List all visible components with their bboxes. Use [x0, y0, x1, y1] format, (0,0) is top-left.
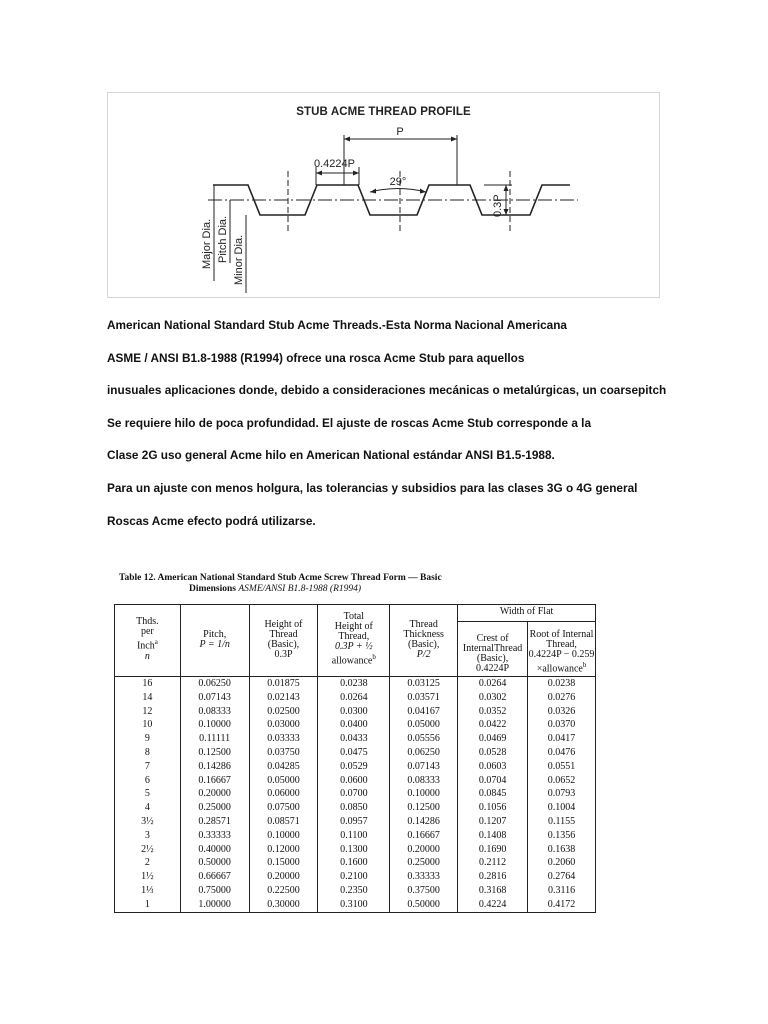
- table-cell: 0.4224: [458, 898, 528, 912]
- table-cell: 0.0276: [528, 691, 596, 705]
- table-cell: 0.0551: [528, 760, 596, 774]
- label-pitch: P: [396, 126, 404, 138]
- table-cell: 0.02143: [249, 691, 318, 705]
- table-cell: 0.40000: [180, 843, 249, 857]
- table-cell: 0.14286: [180, 760, 249, 774]
- table-row: [115, 898, 596, 912]
- table-body: [115, 677, 596, 913]
- table-cell: 0.04167: [390, 705, 458, 719]
- table-cell: 14: [115, 691, 181, 705]
- table-cell: 0.1356: [528, 829, 596, 843]
- table-cell: 0.12500: [390, 801, 458, 815]
- table-cell: 0.1638: [528, 843, 596, 857]
- table-cell: 0.05000: [249, 774, 318, 788]
- table-cell: 0.0370: [528, 718, 596, 732]
- table-cell: 1: [115, 898, 181, 912]
- table-cell: 0.05000: [390, 718, 458, 732]
- table-cell: 8: [115, 746, 181, 760]
- table-cell: 0.0845: [458, 787, 528, 801]
- paragraph-line: American National Standard Stub Acme Threads.-Esta Norma Nacional Americana: [107, 318, 567, 332]
- table-cell: 0.10000: [390, 787, 458, 801]
- table-cell: 12: [115, 705, 181, 719]
- table-cell: 0.10000: [180, 718, 249, 732]
- label-flat: 0.4224P: [314, 158, 355, 170]
- table-cell: 0.14286: [390, 815, 458, 829]
- table-cell: 0.10000: [249, 829, 318, 843]
- table-cell: 0.0850: [318, 801, 390, 815]
- table-cell: 2½: [115, 843, 181, 857]
- table-cell: 1.00000: [180, 898, 249, 912]
- table-cell: 0.08333: [390, 774, 458, 788]
- table-cell: 0.0469: [458, 732, 528, 746]
- table-cell: 0.03750: [249, 746, 318, 760]
- paragraph-line: inusuales aplicaciones donde, debido a consideraciones mecánicas o metalúrgicas, un coarsepitch: [107, 383, 667, 398]
- table-row: [115, 884, 596, 898]
- table-cell: 10: [115, 718, 181, 732]
- table-caption-standard: ASME/ANSI B1.8-1988 (R1994): [238, 584, 362, 594]
- table-cell: 0.03571: [390, 691, 458, 705]
- table-cell: 0.0704: [458, 774, 528, 788]
- table-cell: 0.37500: [390, 884, 458, 898]
- table-row: [115, 870, 596, 884]
- figure-title: STUB ACME THREAD PROFILE: [296, 106, 471, 118]
- table-row: [115, 843, 596, 857]
- table-caption-line2: [119, 584, 599, 595]
- table-cell: 0.1300: [318, 843, 390, 857]
- table-cell: 0.06250: [390, 746, 458, 760]
- table-cell: 0.33333: [390, 870, 458, 884]
- table-cell: 0.2816: [458, 870, 528, 884]
- table-cell: 0.75000: [180, 884, 249, 898]
- table-cell: 0.1004: [528, 801, 596, 815]
- table-cell: 0.01875: [249, 677, 318, 691]
- table-cell: 0.20000: [180, 787, 249, 801]
- table-row: [115, 760, 596, 774]
- table-cell: 5: [115, 787, 181, 801]
- table-cell: 7: [115, 760, 181, 774]
- table-caption-line1: Table 12. American National Standard Stub Acme Screw Thread Form — Basic: [119, 573, 442, 583]
- table-cell: 0.15000: [249, 856, 318, 870]
- table-cell: 0.11111: [180, 732, 249, 746]
- table-cell: 0.2112: [458, 856, 528, 870]
- table-cell: 0.07143: [180, 691, 249, 705]
- table-cell: 0.0600: [318, 774, 390, 788]
- table-cell: 0.4172: [528, 898, 596, 912]
- table-cell: 0.1100: [318, 829, 390, 843]
- thread-profile-drawing: [108, 93, 661, 299]
- table-cell: 2: [115, 856, 181, 870]
- table-cell: 0.0302: [458, 691, 528, 705]
- table-row: [115, 677, 596, 691]
- table-cell: 4: [115, 801, 181, 815]
- label-minor-dia: Minor Dia.: [233, 234, 245, 285]
- label-height: 0.3P: [492, 194, 504, 217]
- table-cell: 0.0264: [318, 691, 390, 705]
- header-total-height: Total Height of Thread, 0.3P + ½ allowance$^b$: [318, 605, 390, 677]
- table-cell: 0.1207: [458, 815, 528, 829]
- table-cell: 0.05556: [390, 732, 458, 746]
- table-caption-dimensions: Dimensions: [189, 584, 236, 594]
- table-cell: 0.16667: [390, 829, 458, 843]
- paragraph-line: Clase 2G uso general Acme hilo en American National estándar ANSI B1.5-1988.: [107, 448, 555, 463]
- table-row: [115, 746, 596, 760]
- table-cell: 0.1600: [318, 856, 390, 870]
- thread-profile-figure: [107, 92, 660, 298]
- table-cell: 0.0957: [318, 815, 390, 829]
- table-row: [115, 787, 596, 801]
- table-cell: 0.0793: [528, 787, 596, 801]
- table-cell: 0.0264: [458, 677, 528, 691]
- table-cell: 0.2350: [318, 884, 390, 898]
- table-cell: 0.20000: [249, 870, 318, 884]
- table-cell: 0.33333: [180, 829, 249, 843]
- table-cell: 0.2100: [318, 870, 390, 884]
- table-cell: 0.0352: [458, 705, 528, 719]
- table-cell: 0.0400: [318, 718, 390, 732]
- table-cell: 0.06250: [180, 677, 249, 691]
- header-thickness: Thread Thickness (Basic), P/2: [390, 605, 458, 677]
- table-cell: 0.0238: [528, 677, 596, 691]
- paragraph-line: Se requiere hilo de poca profundidad. El ajuste de roscas Acme Stub corresponde a la: [107, 415, 592, 430]
- table-cell: 0.1155: [528, 815, 596, 829]
- table-row: [115, 829, 596, 843]
- table-row: [115, 691, 596, 705]
- table-cell: 6: [115, 774, 181, 788]
- table-cell: 0.0603: [458, 760, 528, 774]
- header-pitch: Pitch, P = 1/n: [180, 605, 249, 677]
- table-cell: 0.07143: [390, 760, 458, 774]
- header-tpi: Thds. per Inch$^a$ n: [115, 605, 181, 677]
- table-row: [115, 732, 596, 746]
- table-row: [115, 774, 596, 788]
- label-pitch-dia: Pitch Dia.: [217, 215, 229, 263]
- table-cell: 9: [115, 732, 181, 746]
- table-cell: 0.0528: [458, 746, 528, 760]
- table-cell: 0.50000: [180, 856, 249, 870]
- table-cell: 1½: [115, 870, 181, 884]
- table-cell: 0.25000: [390, 856, 458, 870]
- header-root: Root of Internal Thread, 0.4224P − 0.259 ×allowance$^b$: [528, 622, 596, 677]
- table-row: [115, 718, 596, 732]
- stub-acme-table: [114, 604, 596, 913]
- table-cell: 0.16667: [180, 774, 249, 788]
- header-width-of-flat: Width of Flat: [458, 605, 596, 622]
- table-cell: 0.2764: [528, 870, 596, 884]
- header-height: Height of Thread (Basic), 0.3P: [249, 605, 318, 677]
- table-cell: 0.25000: [180, 801, 249, 815]
- table-cell: 0.0700: [318, 787, 390, 801]
- table-cell: 0.0422: [458, 718, 528, 732]
- table-cell: 0.12500: [180, 746, 249, 760]
- paragraph-line: Para un ajuste con menos holgura, las tolerancias y subsidios para las clases 3G o 4G general: [107, 480, 638, 495]
- table-cell: 0.3116: [528, 884, 596, 898]
- table-cell: 0.0476: [528, 746, 596, 760]
- table-caption: [119, 573, 599, 595]
- table-row: [115, 801, 596, 815]
- header-crest: Crest of InternalThread (Basic), 0.4224P: [458, 622, 528, 677]
- table-cell: 0.07500: [249, 801, 318, 815]
- table-cell: 0.08333: [180, 705, 249, 719]
- table-cell: 0.0238: [318, 677, 390, 691]
- table-cell: 0.1690: [458, 843, 528, 857]
- table-cell: 0.20000: [390, 843, 458, 857]
- table-cell: 0.2060: [528, 856, 596, 870]
- label-major-dia: Major Dia.: [201, 218, 213, 269]
- table-cell: 0.0417: [528, 732, 596, 746]
- table-cell: 0.03000: [249, 718, 318, 732]
- table-cell: 0.30000: [249, 898, 318, 912]
- table-cell: 3: [115, 829, 181, 843]
- table-cell: 0.66667: [180, 870, 249, 884]
- table-cell: 0.12000: [249, 843, 318, 857]
- label-angle: 29°: [389, 176, 407, 188]
- table-cell: 0.0326: [528, 705, 596, 719]
- table-cell: 0.1408: [458, 829, 528, 843]
- table-cell: 0.1056: [458, 801, 528, 815]
- table-cell: 0.04285: [249, 760, 318, 774]
- table-cell: 0.0300: [318, 705, 390, 719]
- table-cell: 0.3168: [458, 884, 528, 898]
- table-cell: 0.0433: [318, 732, 390, 746]
- table-cell: 0.50000: [390, 898, 458, 912]
- table-row: [115, 815, 596, 829]
- table-cell: 0.03125: [390, 677, 458, 691]
- paragraph-line: Roscas Acme efecto podrá utilizarse.: [107, 513, 316, 528]
- table-cell: 0.22500: [249, 884, 318, 898]
- table-cell: 0.02500: [249, 705, 318, 719]
- table-cell: 0.28571: [180, 815, 249, 829]
- table-cell: 0.3100: [318, 898, 390, 912]
- table-cell: 1⅓: [115, 884, 181, 898]
- table-cell: 0.0529: [318, 760, 390, 774]
- table-cell: 16: [115, 677, 181, 691]
- table-cell: 0.06000: [249, 787, 318, 801]
- table-cell: 0.0652: [528, 774, 596, 788]
- body-text: [107, 317, 667, 545]
- table-cell: 0.0475: [318, 746, 390, 760]
- table-cell: 3½: [115, 815, 181, 829]
- table-cell: 0.03333: [249, 732, 318, 746]
- table-cell: 0.08571: [249, 815, 318, 829]
- table-row: [115, 856, 596, 870]
- table-row: [115, 705, 596, 719]
- paragraph-line: ASME / ANSI B1.8-1988 (R1994) ofrece una rosca Acme Stub para aquellos: [107, 350, 525, 365]
